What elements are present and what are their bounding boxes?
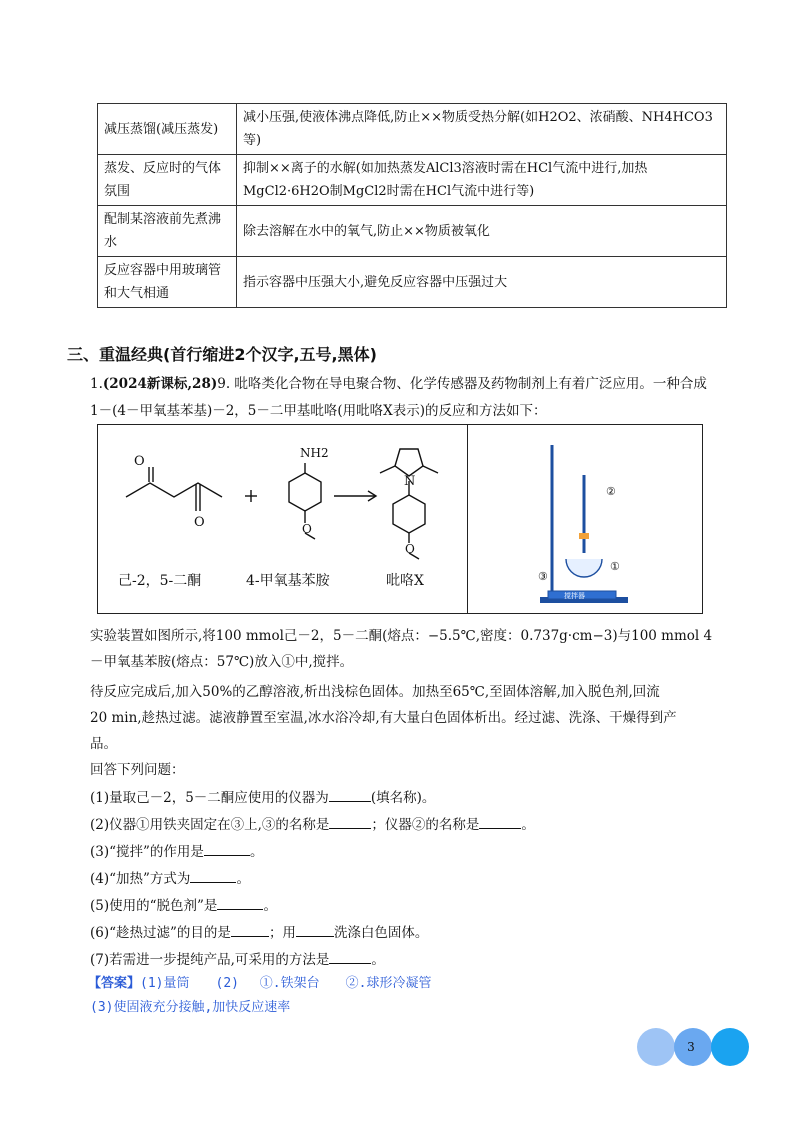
clamp (579, 533, 589, 539)
label-diketone: 己-2，5-二酮 (118, 573, 202, 589)
circle-label-2: ② (606, 485, 616, 498)
pyrrole-ring (395, 449, 423, 476)
sub-question-7: (7)若需进一步提纯产品,可采用的方法是 。 (90, 948, 385, 968)
question-number: 1. (90, 376, 103, 392)
answer-blank[interactable] (479, 814, 521, 829)
answer-line-2: (3)使固液充分接触,加快反应速率 (90, 1000, 291, 1015)
table-row (98, 155, 727, 206)
page-badge-left (637, 1028, 675, 1066)
methyl-bond (423, 466, 438, 473)
para2-line2: 20 min,趁热过滤。滤液静置至室温,冰水浴冷却,有大量白色固体析出。经过滤、洗涤、干燥得到产 (90, 710, 677, 726)
intro-line-2: 1－(4－甲氧基苯基)－2，5－二甲基吡咯(用吡咯X表示)的反应和方法如下： (90, 403, 547, 419)
answer-tag: 【答案】 (88, 976, 141, 991)
answer-blank[interactable] (329, 949, 371, 964)
section-heading: 三、重温经典(首行缩进2个汉字,五号,黑体) (67, 345, 377, 364)
prompt: 回答下列问题： (90, 762, 185, 778)
benzene-ring (393, 495, 425, 533)
table-row (98, 104, 727, 155)
page-badge-right (711, 1028, 749, 1066)
sub-question-2: (2)仪器①用铁夹固定在③上,③的名称是 ；仪器②的名称是 。 (90, 813, 535, 833)
atom-nh2: NH2 (300, 446, 329, 460)
para2-line3: 品。 (90, 736, 117, 752)
table-row (98, 206, 727, 257)
table-row (98, 257, 727, 308)
table-cell-label: 反应容器中用玻璃管和大气相通 (98, 257, 237, 308)
table-cell-content: 除去溶解在水中的氧气,防止××物质被氧化 (237, 206, 727, 257)
atom-o: O (302, 522, 312, 536)
answer-line-1: 【答案】(1)量筒 (2) ①.铁架台 ②.球形冷凝管 (88, 976, 432, 991)
para1-line1: 实验装置如图所示,将100 mmol己－2，5－二酮(熔点：−5.5℃,密度：0.737g·cm−3)与100 mmol 4 (90, 628, 713, 644)
sub-question-5: (5)使用的“脱色剂”是 。 (90, 894, 277, 914)
answer-blank[interactable] (231, 922, 269, 937)
question-source: (2024新课标,28) (102, 376, 218, 392)
sub-question-1: (1)量取己－2，5－二酮应使用的仪器为 (填名称)。 (90, 786, 435, 806)
table-cell-label: 配制某溶液前先煮沸水 (98, 206, 237, 257)
atom-n: N (404, 474, 416, 489)
para1-line2: －甲氧基苯胺(熔点：57℃)放入①中,搅拌。 (90, 654, 354, 670)
para2-line1: 待反应完成后,加入50%的乙醇溶液,析出浅棕色固体。加热至65℃,至固体溶解,加入脱色剂,回流 (90, 684, 660, 700)
answer-blank[interactable] (204, 841, 250, 856)
atom-o: O (194, 515, 205, 530)
atom-o: O (134, 454, 145, 469)
intro-line-1: 9. 吡咯类化合物在导电聚合物、化学传感器及药物制剂上有着广泛应用。一种合成 (217, 376, 707, 392)
apparatus (540, 445, 628, 603)
table-cell-content: 减小压强,使液体沸点降低,防止××物质受热分解(如H2O2、浓硝酸、NH4HCO3等) (237, 104, 727, 155)
answer-blank[interactable] (296, 922, 334, 937)
label-product: 吡咯X (386, 573, 424, 589)
question-intro (90, 372, 707, 392)
methods-table (97, 103, 727, 308)
stirrer-label: 搅拌器 (564, 592, 585, 600)
atom-o: O (405, 542, 415, 556)
label-amine: 4-甲氧基苯胺 (246, 573, 330, 589)
answer-blank[interactable] (329, 814, 371, 829)
benzene-ring (289, 473, 321, 511)
sub-question-6: (6)“趁热过滤”的目的是 ；用 洗涤白色固体。 (90, 921, 428, 941)
reaction-figure (97, 424, 703, 614)
table-cell-content: 指示容器中压强大小,避免反应容器中压强过大 (237, 257, 727, 308)
round-bottom-flask (566, 559, 602, 577)
circle-label-1: ① (610, 560, 620, 573)
reaction-scheme (98, 425, 702, 613)
sub-question-4: (4)“加热”方式为 。 (90, 867, 250, 887)
table-cell-label: 蒸发、反应时的气体氛围 (98, 155, 237, 206)
answer-blank[interactable] (217, 895, 263, 910)
circle-label-3: ③ (538, 570, 548, 583)
answer-blank[interactable] (190, 868, 236, 883)
sub-question-3: (3)“搅拌”的作用是 。 (90, 840, 263, 860)
table-cell-content: 抑制××离子的水解(如加热蒸发AlCl3溶液时需在HCl气流中进行,加热MgCl2·6H2O制MgCl2时需在HCl气流中进行等) (237, 155, 727, 206)
table-cell-label: 减压蒸馏(减压蒸发) (98, 104, 237, 155)
diketone-chain (126, 483, 222, 497)
methyl-bond (380, 466, 395, 473)
page-number: 3 (687, 1040, 695, 1054)
answer-blank[interactable] (329, 787, 371, 802)
